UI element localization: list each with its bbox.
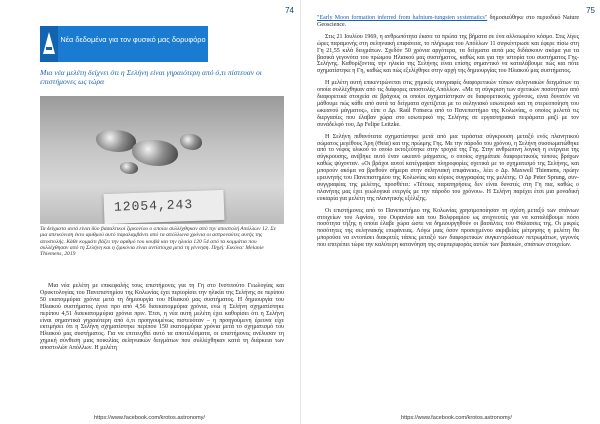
photo-caption: Τα δείγματα αυτά είναι δύο βασαλτικοί ζιρκονίου ο οποίοι συλλέχθηκαν από την αποστολή Απόλλων 12. Σε μια απεικόνιση έκτο αριθμού αυτό παραλαμβάνει από τα απόλλωνα χρόνια οι αστροναύτες αυτής της αποστολής. Κάθε κομμάτι βάζει την αριθμό του κουβά και την ηλικία 120 54 από τα κομμάτια που συλλέχθησαν από τη Σελήνη και η ζιρκόνια είναι αντίστοιχα μετά τη γέννηση. Πηγή: Εικόνα: Melanie Thiemens, 2019: [40, 226, 276, 258]
body-paragraph: Οι επιστήμονες από το Πανεπιστήμιο της Κολωνίας χρησιμοποίησαν τη σχέση μεταξύ των σπάνιων στοιχείων του Αφνίου, του Ουρανίου και του Βολφραμίου ως ανιχνευτές για να καταλάβουμε πόσο ποσότητα τήξης η οποία έλαβε χώρα ώστε να δημιουργηθούν οι βασάλτες του Θάλασσες της. Οι μικρές ποσότητες της σεληνιακής επιφάνειας. Λόγω μιας όσον προσεγμένου ακριβείας μέτρησης η μελέτη θα μπορούσε να εντοπίσει διακριτές τάσεις μεταξύ των διαφορετικών συγκεντρώσεων πετρωμάτων, γεγονός που επιτρέπει τώρα την καλύτερη κατανόηση της συμπεριφοράς αυτών των βασικών, σπάνιων στοιχείων.: [317, 207, 579, 249]
right-page: [300, 0, 600, 424]
intro-paragraph: [317, 15, 579, 29]
footer-url-left[interactable]: https://www.facebook.com/krotos.astronomy/: [94, 415, 205, 421]
page-number-right: 75: [586, 6, 595, 15]
body-paragraph: Στις 21 Ιουλίου 1969, η ανθρωπότητα έκανε τα πρώτα της βήματα σε ένα αλλοιωμένο κόσμο. Στις λίγες ώρες παραμονής στη σεληνιακή επιφάνεια, το πλήρωμα του Απόλλων 11 συγκέντρωσε και έφερε πίσω στη Γη 21,55 κιλά δειγμάτων. Σχεδόν 50 χρόνια αργότερα, τα δείγματα αυτά μας διδάσκουν ακόμα για τα βασικά γεγονότα του πρώιμου Ηλιακού μας συστήματος, καθώς και για την ιστορία του συστήματος Γης-Σελήνης. Καθορίζοντας την ηλικία της Σελήνης είναι επίσης σημαντικό να καταλάβουμε πώς και πότε σχηματίστηκε η Γη, καθώς και πώς εξελίχθηκε στην αρχή της δημιουργίας του Ηλιακού μας συστήματος.: [317, 33, 579, 75]
left-body-text: [40, 283, 284, 357]
paper-title-link[interactable]: "Early Moon formation inferred from hafnium-tungsten systematics": [317, 15, 488, 21]
rock-sample: [96, 130, 136, 152]
body-paragraph: Μια νέα μελέτη με επικεφαλής τους επιστήμονες για τη Γη στο Ινστιτούτο Γεωλογίας και Ορυκτολογίας του Πανεπιστημίου της Κολωνίας έχει περιορίσει την ηλικία της Σελήνης σε περίπου 50 εκατομμύρια χρόνια μετά τη δημιουργία του Ηλιακού μας συστήματος. Η δημιουργία του Ηλιακού συστήματος έγινε προ από 4,56 δισεκατομμύρια χρόνια, ενώ η Σελήνη σχηματίστηκε περίπου 4,51 δισεκατομμύρια χρόνια πριν. Έτσι, η νέα αυτή μελέτη έχει καθορίσει ότι η Σελήνη είναι σημαντικά γηραιότερη από ό,τι προηγουμένως πιστευόταν – η προηγούμενη έρευνα είχε εκτιμήσει ότι η Σελήνη σχηματίστηκε περίπου 150 εκατομμύρια χρόνια μετά το σχηματισμό του Ηλιακού μας συστήματος. Για να επιτευχθεί αυτό τα αποτελέσματα, οι επιστήμονες ανέλυσαν τη χημική σύνθεση μιας ποικιλίας σεληνιακών δειγμάτων που συλλέχθηκαν κατά τη διάρκεια των αποστολών Απόλλων. Η μελέτη: [40, 283, 284, 352]
sample-label-tag: [104, 190, 225, 224]
intro-rest: δημοσιεύθηκε στο περιοδικό Nature Geoscience.: [317, 15, 579, 28]
page-number-left: 74: [285, 6, 294, 15]
body-paragraph: Η Σελήνη πιθανότατα σχηματίστηκε μετά από μια τεράστια σύγκρουση μεταξύ ενός πλανητικού σώματος μεγέθους Άρη (Θεία) και της πρώιμης Γης. Με την πάροδο του χρόνου, η Σελήνη συσσωματώθηκε από το νέφος υλικού το οποίο εκτοξεύτηκε στην τροχιά της Γης. Στην ανθρώπινη λογική η ενέργεια της σύγκρουσης, ανέβηκε αυτό έναν ωκεανό μάγματος, ο οποίος σχημάτισε διαφορετικούς τύπους βράχων καθώς ψύχονταν. «Οι βράχοι αυτοί κατέγραψαν πληροφορίες σχετικά με το σχηματισμό της Σελήνης, και μπορούν ακόμα να βρεθούν σήμερα στην σεληνιακή επιφάνεια», λέει ο Δρ. Maxwell Thiemens, πρώην ερευνητής του Πανεπιστημίου της Κολωνίας και κύριος συγγραφέας της μελέτης. Ο Δρ Peter Sprung, συν-συγγραφέας της μελέτης, προσθέτει: «Τέτοιες παρατηρήσεις δεν είναι δυνατές στη Γη πια, καθώς ο πλανήτης μας έχει γεωλογικά ενεργός με την πάροδο του χρόνου». Η Σελήνη παρέχει έτσι μια μοναδική ευκαιρία για μελέτη της πλανητικής εξέλιξης.: [317, 133, 579, 202]
rock-sample: [120, 162, 138, 174]
article-header-banner: [40, 26, 208, 62]
astronomy-logo-icon: [40, 26, 58, 62]
article-subtitle: Μια νέα μελέτη δείχνει ότι η Σελήνη είναι γηραιότερη από ό,τι πίστευαν οι επιστήμονες ως τώρα: [40, 68, 262, 86]
footer-url-right[interactable]: https://www.facebook.com/krotos.astronomy/: [401, 415, 512, 421]
body-paragraph: Η μελέτη αυτή επικεντρώνεται στις χημικές υπογραφές διαφορετικών τύπων σεληνιακών δειγμάτων τα οποία συλλέχθηκαν από τις διάφορες αποστολές Απόλλων. «Με τη σύγκριση των σχετικών ποσοτήτων από διαφορετικά στοιχεία σε βράχους οι οποίοι σχηματίστηκαν σε διαφορετικούς χρόνους, είναι δυνατόν να μάθουμε πώς κάθε από αυτά τα δείγματα σχετίζεται με το σεληνιακό εσωτερικό και τη στερεοποίηση του ωκεανού μάγματος», είπε ο Δρ. Raúl Fonseca από το Πανεπιστήμιο της Κολωνίας, ο οποίος μελετά τις διεργασίες που έλαβαν χώρα στο εσωτερικό της Σελήνης σε εργαστηριακά πειράματα μαζί με τον συνάδελφό του, Δρ Felipe Leitzke.: [317, 80, 579, 128]
sample-label-text: 12054,243: [113, 196, 194, 215]
moon-rock-photo: [40, 96, 284, 224]
header-title: Νέα δεδομένα για τον φυσικό μας δορυφόρο: [60, 35, 206, 44]
right-body-text: [317, 15, 579, 254]
rock-sample: [180, 134, 202, 150]
rock-sample: [132, 140, 178, 166]
